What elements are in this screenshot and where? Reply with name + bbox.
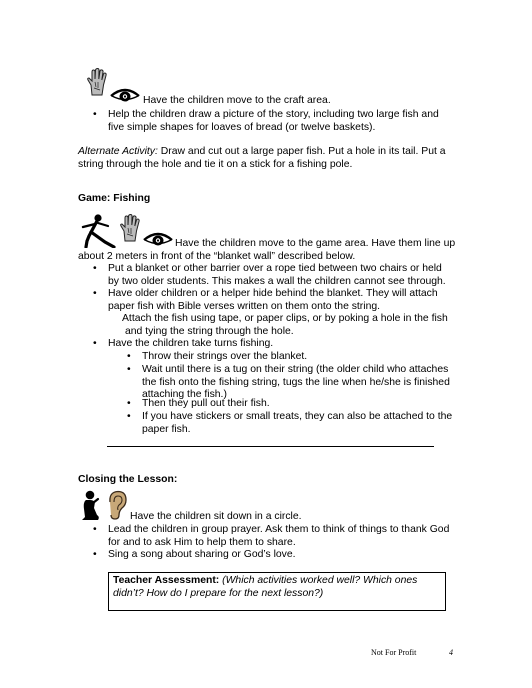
closing-heading: Closing the Lesson:	[78, 474, 178, 485]
craft-bullet: • Help the children draw a picture of the story, including two large fish and five simple shapes for loaves of bread (or twelve baskets).	[108, 109, 452, 134]
alternate-activity-label: Alternate Activity:	[78, 146, 158, 157]
game-sub-bullet: • Throw their strings over the blanket.	[142, 351, 454, 364]
attach-note	[122, 313, 455, 338]
game-bullet: • Put a blanket or other barrier over a rope tied between two chairs or held by two older students. This makes a wall the children cannot see through.	[108, 263, 452, 288]
game-instruction	[78, 238, 458, 263]
game-heading: Game: Fishing	[78, 193, 151, 204]
game-sub-bullet: • Then they pull out their fish.	[142, 398, 454, 411]
page-number: 4	[449, 648, 453, 657]
game-bullet: • Have older children or a helper hide behind the blanket. They will attach paper fish with Bible verses written on them onto the string.	[108, 288, 452, 313]
praying-figure-icon	[80, 490, 102, 521]
game-sub-bullet: • Wait until there is a tug on their string (the older child who attaches the fish onto the fishing string, tugs the line when he/she is finished attaching the fish.)	[142, 364, 454, 402]
alternate-activity	[78, 146, 458, 171]
teacher-assessment-content	[113, 575, 439, 600]
closing-instruction: Have the children sit down in a circle.	[130, 511, 302, 522]
hand-icon	[86, 68, 108, 96]
section-divider	[107, 446, 434, 447]
closing-bullet: • Lead the children in group prayer. Ask them to think of things to thank God for and to ask Him to help them to share.	[108, 524, 452, 549]
teacher-assessment-box	[108, 572, 446, 611]
ear-icon	[107, 490, 128, 520]
footer-text: Not For Profit	[371, 648, 417, 657]
game-sub-bullet: • If you have stickers or small treats, they can also be attached to the paper fish.	[142, 411, 454, 436]
alternate-activity-text: Draw and cut out a large paper fish. Put a hole in its tail. Put a string through the hole and tie it on a stick for a fishing pole.	[78, 146, 446, 170]
game-bullet: • Have the children take turns fishing.	[108, 338, 452, 351]
game-instruction-text: Have the children move to the game area. Have them line up about 2 meters in front of the “blanket wall” described below.	[78, 238, 456, 262]
attach-note-text: Attach the fish using tape, or paper clips, or by poking a hole in the fish and tying the string through the hole.	[122, 313, 448, 337]
eye-icon	[110, 86, 140, 103]
craft-instruction: Have the children move to the craft area.	[143, 95, 331, 106]
closing-bullet: • Sing a song about sharing or God’s love.	[108, 549, 452, 562]
teacher-assessment-text: (Which activities worked well? Which ones didn’t? How do I prepare for the next lesson?)	[113, 575, 418, 599]
teacher-assessment-label: Teacher Assessment:	[113, 575, 220, 586]
